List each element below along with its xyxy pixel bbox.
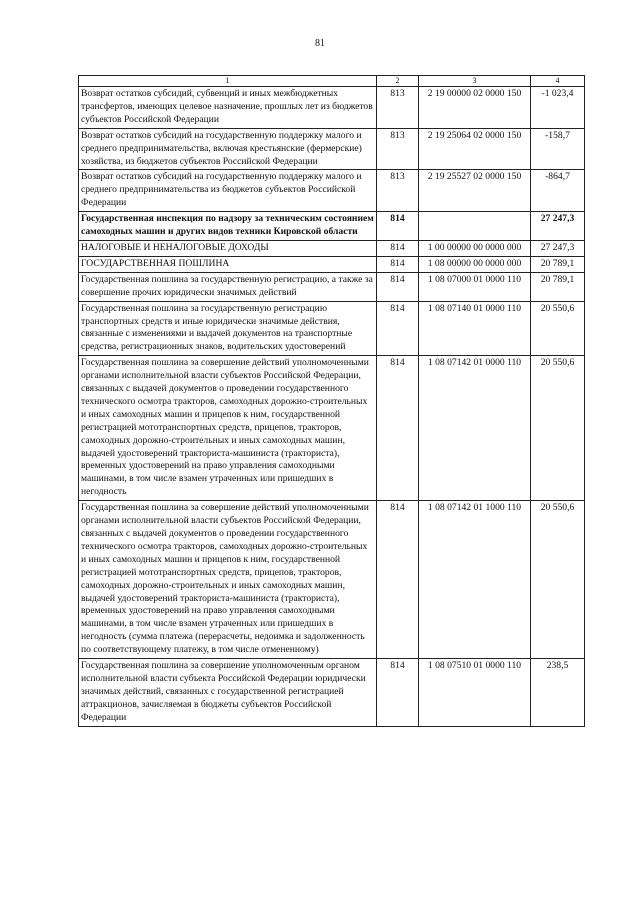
row-budget-code: 1 08 07000 01 0000 110 — [419, 272, 531, 301]
row-description: Государственная пошлина за совершение действий уполномоченными органами исполнительной власти субъектов Российской Федерации, связанных с выдачей документов о проведении государственного технического осмотра тракторов, самоходных дорожно-строительных и иных самоходных машин и прицепов к ним, государственной регистрацией мототранспортных средств, прицепов, тракторов, самоходных дорожно-строительных и иных самоходных машин, выдачей удостоверений тракториста-машиниста (тракториста), временных удостоверений на право управления самоходными машинами, в том числе взамен утраченных или пришедших в негодность (сумма платежа (перерасчеты, недоимка и задолженность по соответствующему платежу, в том числе отмененному) — [79, 501, 377, 659]
row-amount: 20 550,6 — [531, 356, 585, 501]
row-description: Государственная пошлина за государственную регистрацию, а также за совершение прочих юридически значимых действий — [79, 272, 377, 301]
row-amount: -158,7 — [531, 128, 585, 170]
row-budget-code: 1 08 00000 00 0000 000 — [419, 256, 531, 272]
table-row — [79, 301, 585, 356]
row-amount: 238,5 — [531, 659, 585, 727]
row-description: Государственная пошлина за совершение уполномоченным органом исполнительной власти субъекта Российской Федерации юридически значимых действий, связанных с государственной регистрацией аттракционов, зачисляемая в бюджеты субъектов Российской Федерации — [79, 659, 377, 727]
row-admin-code: 813 — [377, 128, 419, 170]
revenue-table — [78, 75, 585, 727]
table-row — [79, 356, 585, 501]
row-amount: -1 023,4 — [531, 87, 585, 129]
row-admin-code: 814 — [377, 301, 419, 356]
row-budget-code: 1 08 07142 01 0000 110 — [419, 356, 531, 501]
row-budget-code: 1 08 07510 01 0000 110 — [419, 659, 531, 727]
row-description: Государственная инспекция по надзору за техническим состоянием самоходных машин и других видов техники Кировской области — [79, 212, 377, 241]
row-budget-code: 2 19 00000 02 0000 150 — [419, 87, 531, 129]
row-admin-code: 814 — [377, 659, 419, 727]
column-number: 1 — [79, 76, 377, 87]
column-number: 2 — [377, 76, 419, 87]
row-amount: 20 789,1 — [531, 256, 585, 272]
column-number-row — [79, 76, 585, 87]
table-row — [79, 659, 585, 727]
row-description: НАЛОГОВЫЕ И НЕНАЛОГОВЫЕ ДОХОДЫ — [79, 240, 377, 256]
row-description: Возврат остатков субсидий, субвенций и иных межбюджетных трансфертов, имеющих целевое назначение, прошлых лет из бюджетов субъектов Российской Федерации — [79, 87, 377, 129]
row-budget-code: 1 08 07140 01 0000 110 — [419, 301, 531, 356]
row-admin-code: 813 — [377, 87, 419, 129]
revenue-table-body — [79, 76, 585, 727]
row-budget-code — [419, 212, 531, 241]
row-description: Государственная пошлина за государственную регистрацию транспортных средств и иные юридически значимые действия, связанные с изменениями и выдачей документов на транспортные средства, регистрационных знаков, водительских удостоверений — [79, 301, 377, 356]
row-budget-code: 2 19 25527 02 0000 150 — [419, 170, 531, 212]
row-description: Возврат остатков субсидий на государственную поддержку малого и среднего предпринимательства, включая крестьянские (фермерские) хозяйства, из бюджетов субъектов Российской Федерации — [79, 128, 377, 170]
row-budget-code: 1 00 00000 00 0000 000 — [419, 240, 531, 256]
table-row — [79, 501, 585, 659]
row-description: ГОСУДАРСТВЕННАЯ ПОШЛИНА — [79, 256, 377, 272]
table-row — [79, 272, 585, 301]
row-budget-code: 1 08 07142 01 1000 110 — [419, 501, 531, 659]
row-admin-code: 813 — [377, 170, 419, 212]
table-row — [79, 128, 585, 170]
row-amount: 27 247,3 — [531, 212, 585, 241]
row-amount: 20 550,6 — [531, 501, 585, 659]
row-amount: -864,7 — [531, 170, 585, 212]
column-number: 3 — [419, 76, 531, 87]
table-row — [79, 240, 585, 256]
row-admin-code: 814 — [377, 256, 419, 272]
page-number: 81 — [315, 38, 325, 49]
table-row — [79, 170, 585, 212]
row-description: Возврат остатков субсидий на государственную поддержку малого и среднего предпринимательства из бюджетов субъектов Российской Федерации — [79, 170, 377, 212]
table-row — [79, 87, 585, 129]
row-description: Государственная пошлина за совершение действий уполномоченными органами исполнительной власти субъектов Российской Федерации, связанных с выдачей документов о проведении государственного технического осмотра тракторов, самоходных дорожно-строительных и иных самоходных машин и прицепов к ним, государственной регистрацией мототранспортных средств, прицепов, тракторов, самоходных дорожно-строительных и иных самоходных машин, выдачей удостоверений тракториста-машиниста (тракториста), временных удостоверений на право управления самоходными машинами, в том числе взамен утраченных или пришедших в негодность — [79, 356, 377, 501]
row-admin-code: 814 — [377, 272, 419, 301]
row-admin-code: 814 — [377, 212, 419, 241]
row-admin-code: 814 — [377, 240, 419, 256]
table-row — [79, 212, 585, 241]
row-admin-code: 814 — [377, 356, 419, 501]
row-amount: 20 550,6 — [531, 301, 585, 356]
row-amount: 20 789,1 — [531, 272, 585, 301]
column-number: 4 — [531, 76, 585, 87]
row-admin-code: 814 — [377, 501, 419, 659]
row-amount: 27 247,3 — [531, 240, 585, 256]
row-budget-code: 2 19 25064 02 0000 150 — [419, 128, 531, 170]
table-row — [79, 256, 585, 272]
